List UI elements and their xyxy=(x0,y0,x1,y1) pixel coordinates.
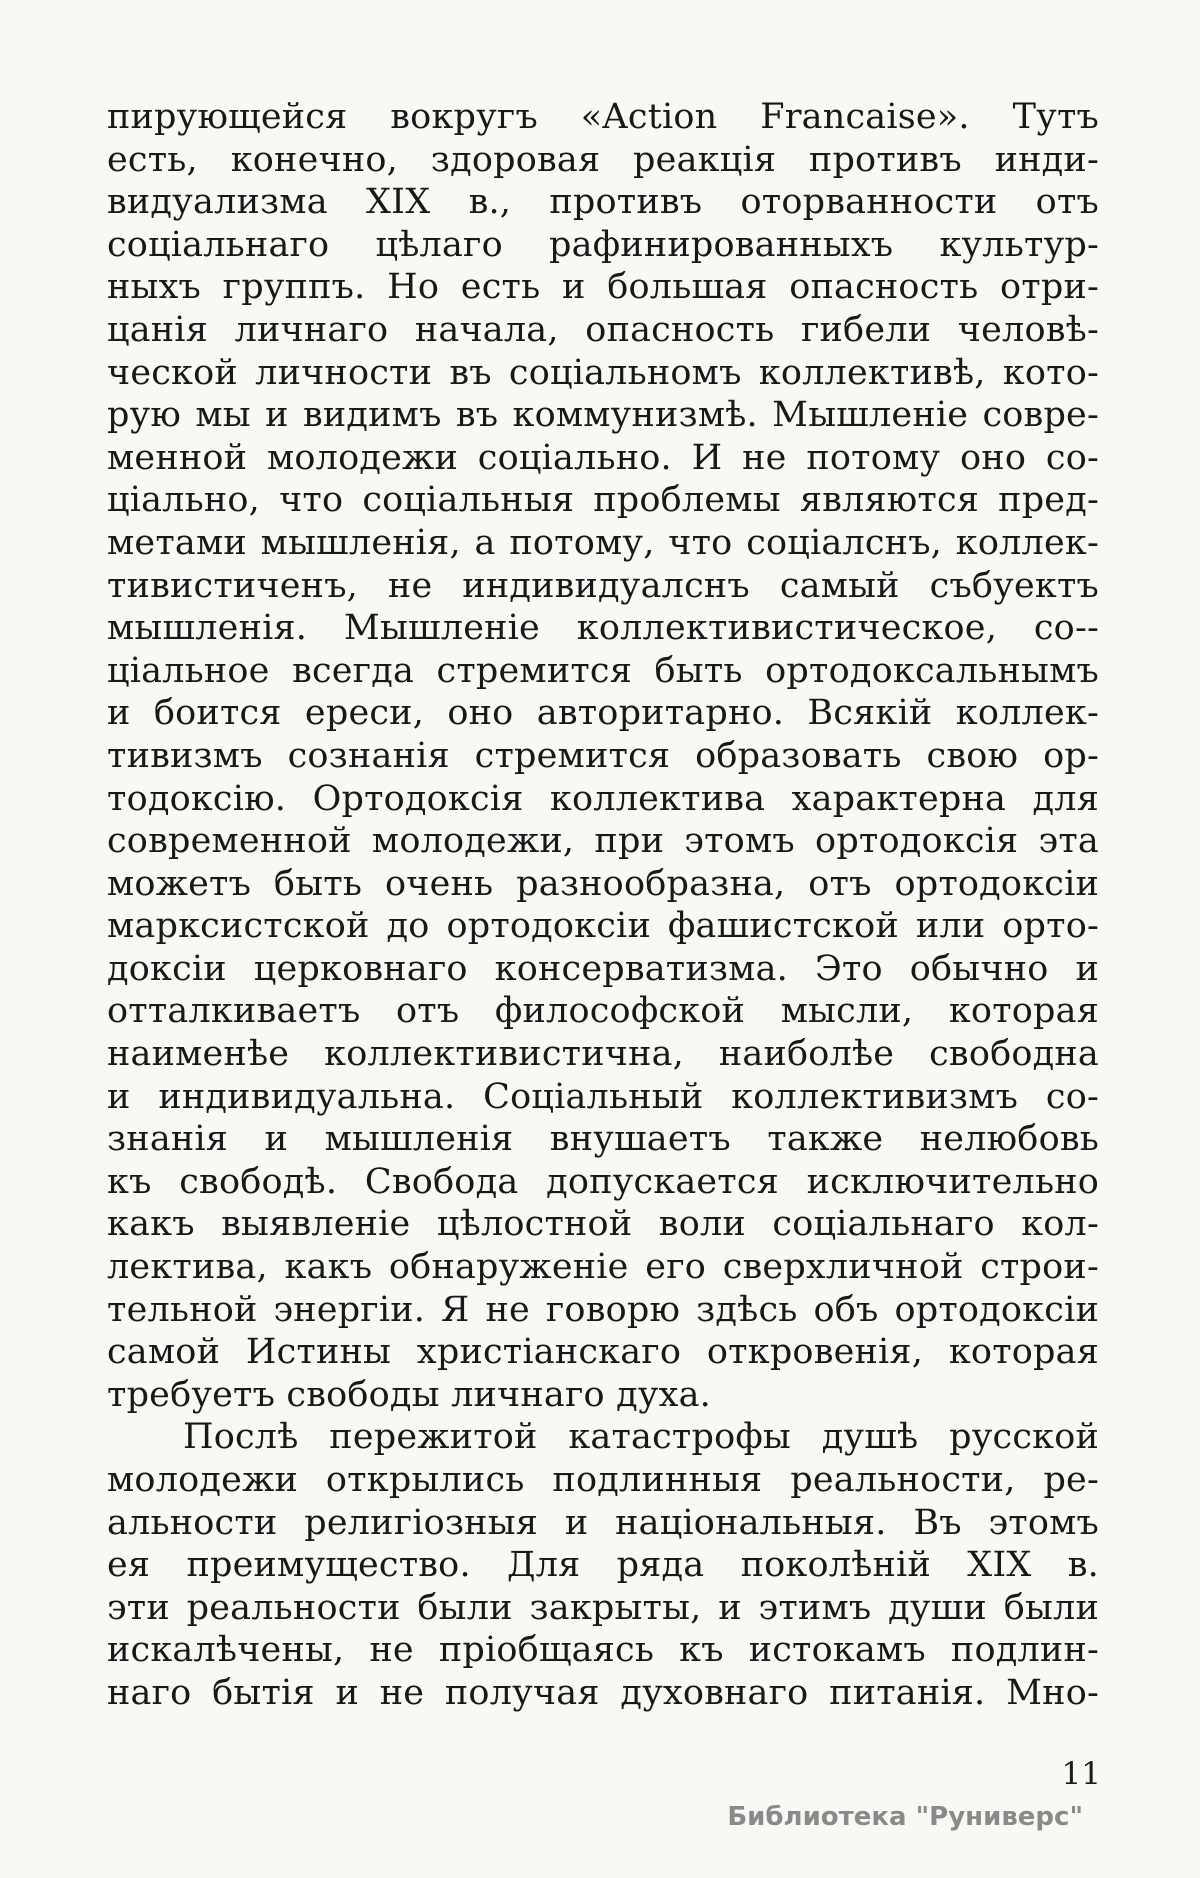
text-line: тодоксію. Ортодоксія коллектива характерна для xyxy=(107,778,1099,819)
text-line: мышленія. Мышленіе коллективистическое, со-- xyxy=(107,608,1099,649)
text-line: менной молодежи соціально. И не потому оно со- xyxy=(107,437,1099,478)
text-line: эти реальности были закрыты, и этимъ души были xyxy=(107,1587,1099,1628)
text-line: Послѣ пережитой катастрофы душѣ русской xyxy=(183,1417,1099,1458)
text-line: доксіи церковнаго консерватизма. Это обычно и xyxy=(107,948,1099,989)
text-line: пирующейся вокругъ «Action Francaise». Тутъ xyxy=(107,97,1099,137)
text-line: тельной энергіи. Я не говорю здѣсь объ ортодоксіи xyxy=(107,1289,1099,1330)
text-line: рую мы и видимъ въ коммунизмѣ. Мышленіе совре- xyxy=(107,395,1099,436)
text-line: метами мышленія, а потому, что соціалснъ, коллек- xyxy=(107,522,1099,563)
text-line: какъ выявленіе цѣлостной воли соціальнаго кол- xyxy=(107,1204,1099,1245)
text-line: ціальное всегда стремится быть ортодоксальнымъ xyxy=(107,650,1099,691)
text-line: цанія личнаго начала, опасность гибели человѣ- xyxy=(107,309,1099,350)
text-line: требуетъ свободы личнаго духа. xyxy=(107,1374,711,1415)
text-line: искалѣчены, не пріобщаясь къ истокамъ подлин- xyxy=(107,1630,1099,1671)
text-line: современной молодежи, при этомъ ортодоксія эта xyxy=(107,821,1099,862)
text-line: лектива, какъ обнаруженіе его сверхличной строи- xyxy=(107,1247,1099,1288)
text-line: соціальнаго цѣлаго рафинированныхъ культур- xyxy=(107,224,1099,265)
text-line: можетъ быть очень разнообразна, отъ ортодоксіи xyxy=(107,863,1099,904)
text-line: ціально, что соціальныя проблемы являются пред- xyxy=(107,480,1099,521)
text-line: видуализма XIX в., противъ оторванности отъ xyxy=(107,182,1099,223)
page-number: 11 xyxy=(1061,1756,1101,1792)
library-watermark: Библиотека "Руниверс" xyxy=(727,1802,1083,1832)
text-line: есть, конечно, здоровая реакція противъ инди- xyxy=(107,139,1099,180)
text-line: тивистиченъ, не индивидуалснъ самый събуектъ xyxy=(107,565,1099,606)
text-line: ческой личности въ соціальномъ коллективѣ, кото- xyxy=(107,352,1099,393)
text-line: отталкиваетъ отъ философской мысли, которая xyxy=(107,991,1099,1032)
text-line: наго бытія и не получая духовнаго питанія. Мно- xyxy=(107,1672,1099,1713)
text-line: альности религіозныя и національныя. Въ этомъ xyxy=(107,1502,1099,1543)
text-line: тивизмъ сознанія стремится образовать свою ор- xyxy=(107,735,1099,776)
text-line: наименѣе коллективистична, наиболѣе свободна xyxy=(107,1034,1099,1075)
text-line: ныхъ группъ. Но есть и большая опасность отри- xyxy=(107,267,1099,308)
text-line: и боится ереси, оно авторитарно. Всякій коллек- xyxy=(107,693,1099,734)
text-line: и индивидуальна. Соціальный коллективизмъ со- xyxy=(107,1076,1099,1117)
text-line: молодежи открылись подлинныя реальности, ре- xyxy=(107,1460,1099,1500)
text-line: къ свободѣ. Свобода допускается исключительно xyxy=(107,1161,1099,1202)
text-line: марксистской до ортодоксіи фашистской или орто- xyxy=(107,906,1099,947)
text-line: ея преимущество. Для ряда поколѣній XIX в. xyxy=(107,1545,1099,1586)
page-text-block xyxy=(107,96,1099,1715)
text-line: знанія и мышленія внушаетъ также нелюбовь xyxy=(107,1119,1099,1160)
text-line: самой Истины христіанскаго откровенія, которая xyxy=(107,1332,1099,1373)
